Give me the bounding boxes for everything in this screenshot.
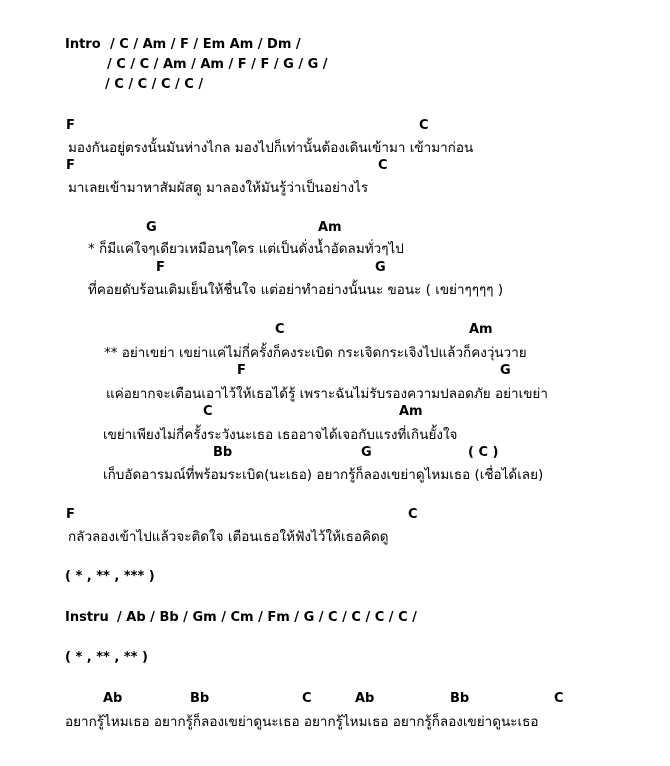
chord: C	[275, 322, 285, 337]
chord: C	[419, 118, 429, 133]
chord: Am	[469, 322, 493, 337]
chord: C	[203, 404, 213, 419]
chord: C	[408, 507, 418, 522]
lyric-line: มองกันอยู่ตรงนั้นมันห่างไกล มองไปก็เท่านั้นต้องเดินเข้ามา เข้ามาก่อน	[68, 140, 474, 156]
chord: G	[375, 260, 386, 275]
chord: C	[554, 691, 564, 706]
intro-line-2: / C / C / Am / Am / F / F / G / G /	[107, 57, 328, 72]
instru-label: Instru	[65, 610, 109, 625]
chord: Am	[318, 220, 342, 235]
chord: F	[66, 507, 75, 522]
lyric-line: เก็บอัดอารมณ์ที่พร้อมระเบิด(นะเธอ) อยากรู้ก็ลองเขย่าดูไหมเธอ (เชื่อได้เลย)	[103, 467, 544, 483]
lyric-line: แค่อยากจะเตือนเอาไว้ให้เธอได้รู้ เพราะฉันไม่รับรองความปลอดภัย อย่าเขย่า	[106, 386, 548, 402]
chord: C	[302, 691, 312, 706]
lyric-line: มาเลยเข้ามาหาสัมผัสดู มาลองให้มันรู้ว่าเป็นอย่างไร	[68, 180, 369, 196]
instru-line: / Ab / Bb / Gm / Cm / Fm / G / C / C / C / C /	[117, 610, 417, 625]
chord: ( C )	[468, 445, 499, 460]
chord: Bb	[450, 691, 470, 706]
intro-line-1: / C / Am / F / Em Am / Dm /	[110, 37, 301, 52]
chord: Ab	[103, 691, 123, 706]
intro-label: Intro	[65, 37, 101, 52]
lyric-line: * ก็มีแค่ใจๆเดียวเหมือนๆใคร แต่เป็นดั่งน้ำอัดลมทั่วๆไป	[88, 241, 404, 257]
chord: G	[500, 363, 511, 378]
lyric-line: เขย่าเพียงไม่กี่ครั้งระวังนะเธอ เธออาจได้เจอกับแรงที่เกินยั้งใจ	[103, 427, 458, 443]
chord: Am	[399, 404, 423, 419]
chord: Ab	[355, 691, 375, 706]
chord: Bb	[213, 445, 233, 460]
chord: F	[156, 260, 165, 275]
chord: Bb	[190, 691, 210, 706]
chord: F	[66, 158, 75, 173]
chord: F	[237, 363, 246, 378]
lyric-line: ** อย่าเขย่า เขย่าแค่ไม่กี่ครั้งก็คงระเบิด กระเจิดกระเจิงไปแล้วก็คงวุ่นวาย	[104, 345, 527, 361]
lyric-line: ที่คอยดับร้อนเติมเย็นให้ชื่นใจ แต่อย่าทำอย่างนั้นนะ ขอนะ ( เขย่าๆๆๆๆ )	[88, 282, 504, 298]
chord: G	[146, 220, 157, 235]
repeat-marker: ( * , ** , *** )	[65, 569, 155, 584]
lyric-line: อยากรู้ไหมเธอ อยากรู้ก็ลองเขย่าดูนะเธอ อยากรู้ไหมเธอ อยากรู้ก็ลองเขย่าดูนะเธอ	[65, 714, 539, 730]
intro-line-3: / C / C / C / C /	[105, 77, 204, 92]
repeat-marker: ( * , ** , ** )	[65, 650, 148, 665]
chord: C	[378, 158, 388, 173]
chord: G	[361, 445, 372, 460]
lyric-line: กลัวลองเข้าไปแล้วจะติดใจ เตือนเธอให้ฟังไว้ให้เธอคิดดู	[68, 529, 389, 545]
chord: F	[66, 118, 75, 133]
